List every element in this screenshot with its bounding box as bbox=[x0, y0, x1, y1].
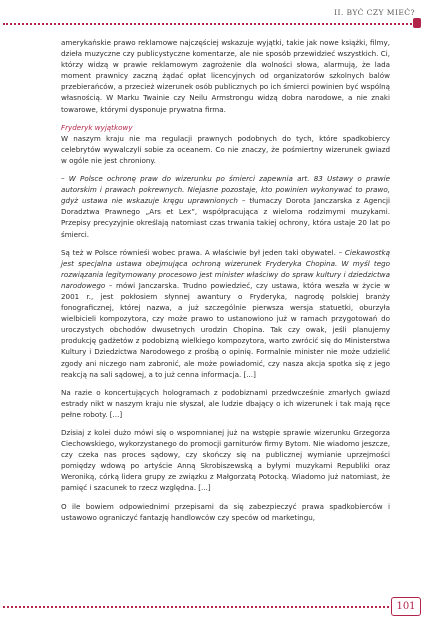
bottom-dotted-rule bbox=[3, 606, 389, 608]
section-heading: Fryderyk wyjątkowy bbox=[61, 122, 133, 132]
quote-paragraph bbox=[61, 173, 390, 240]
quote-text: Ciekawostką jest specjalna ustawa obejmująca ochroną wizerunek Fryderyka Chopina. W myśl tego rozwiązania legitymowany procesowo jest minister właściwy do spraw kultury i dziedzictwa narodowego bbox=[61, 247, 390, 290]
paragraph-intro: Są też w Polsce równieśi wobec prawa. A właściwie był jeden taki obywatel. – bbox=[61, 247, 345, 257]
running-header: II. BYĆ CZY MIEĆ? bbox=[334, 8, 415, 17]
quote-attribution: – tłumaczy Dorota Janczarska z Agencji Doradztwa Prawnego „Ars et Lex”, współpracująca z wieloma rodzimymi muzykami. Przepisy precyzyjnie określają natomiast czas trwania takiej ochrony, która ustaje 20 lat po śmierci. bbox=[61, 196, 390, 239]
paragraph: O ile bowiem odpowiednimi przepisami da się zabezpieczyć prawa spadkobierców i ustawowo ograniczyć fantazję handlowców czy speców od marketingu, bbox=[61, 501, 390, 522]
article-body bbox=[61, 37, 390, 530]
quote-text: – W Polsce ochronę praw do wizerunku po śmierci zapewnia art. 83 Ustawy o prawie autorskim i prawach pokrewnych. Niejasne pozostaje, kto powinien wykonywać to prawo, gdyż ustawa nie wskazuje kręgu uprawnionych bbox=[61, 174, 390, 206]
top-dotted-rule bbox=[3, 23, 419, 25]
paragraph: W naszym kraju nie ma regulacji prawnych podobnych do tych, które spadkobiercy celebrytów wywalczyli sobie za oceanem. Co nie znaczy, że pośmiertny wizerunek gwiazd w ogóle nie jest chroniony. bbox=[61, 133, 390, 165]
paragraph: Dzisiaj z kolei dużo mówi się o wspomnianej już na wstępie sprawie wizerunku Grzegorza Ciechowskiego, wykorzystanego do promocji garniturów firmy Bytom. Nie wiadomo jeszcze, czy czeka nas proces sądowy, czy skończy się na publicznej wymianie uprzejmości pomiędzy wdową po artyście Anną Skrobiszewską a byłymi muzykami Republiki oraz Weroniką, córką lidera grupy ze związku z Małgorzatą Potocką. Wiadomo już natomiast, że pamięć i szacunek to rzecz względna. [...] bbox=[61, 428, 390, 493]
page-number: 101 bbox=[391, 597, 421, 616]
paragraph: amerykańskie prawo reklamowe najczęściej wskazuje wyjątki, takie jak nowe książki, filmy, dzieła muzyczne czy publicystyczne komentarze, ale nie sposób przewidzieć wszystkich. Ci, którzy widzą w prawie reklamowym zagrożenie dla wolności słowa, alarmują, że lada moment prawnicy zaczną żądać opłat licencyjnych od organizatorów szkolnych balów przebierańców, a przecież wizerunek osób publicznych po ich śmierci powinien być wspólną własnością. W Marku Twainie czy Neilu Armstrongu widzą dobra narodowe, a nie znaki towarowe, którymi dysponuje prywatna firma. bbox=[61, 38, 390, 114]
paragraph: Na razie o koncertujących hologramach z podobiznami przedwcześnie zmarłych gwiazd estrady nikt w naszym kraju nie słyszał, ale ludzie dbający o ich wizerunek i tak mają ręce pełne roboty. [...] bbox=[61, 387, 390, 419]
paragraph-continuation: – mówi Janczarska. Trudno powiedzieć, czy ustawa, która weszła w życie w 2001 r., jest pokłosiem słynnej awantury o Fryderyka, nagrodę polskiej branży fonograficznej, której nazwa, a już szczególnie pierwsza wersja statuetki, oburzyła wielbicieli kompozytora, czy może prawo to ustanowiono już w ramach przygotowań do uroczystych obchodów dwusetnych urodzin Chopina. Tak czy owak, jeśli planujemy produkcję gadżetów z podobizną wielkiego kompozytora, warto zwrócić się do Ministerstwa Kultury i Dziedzictwa Narodowego z prośbą o opinię. Formalnie minister nie może udzielić zgody ani niczego nam zabronić, ale może powiadomić, czy nasza akcja spotka się z jego reakcją na sali sądowej, a to już cenna informacja. [...] bbox=[61, 280, 390, 379]
quote-paragraph bbox=[61, 247, 390, 380]
